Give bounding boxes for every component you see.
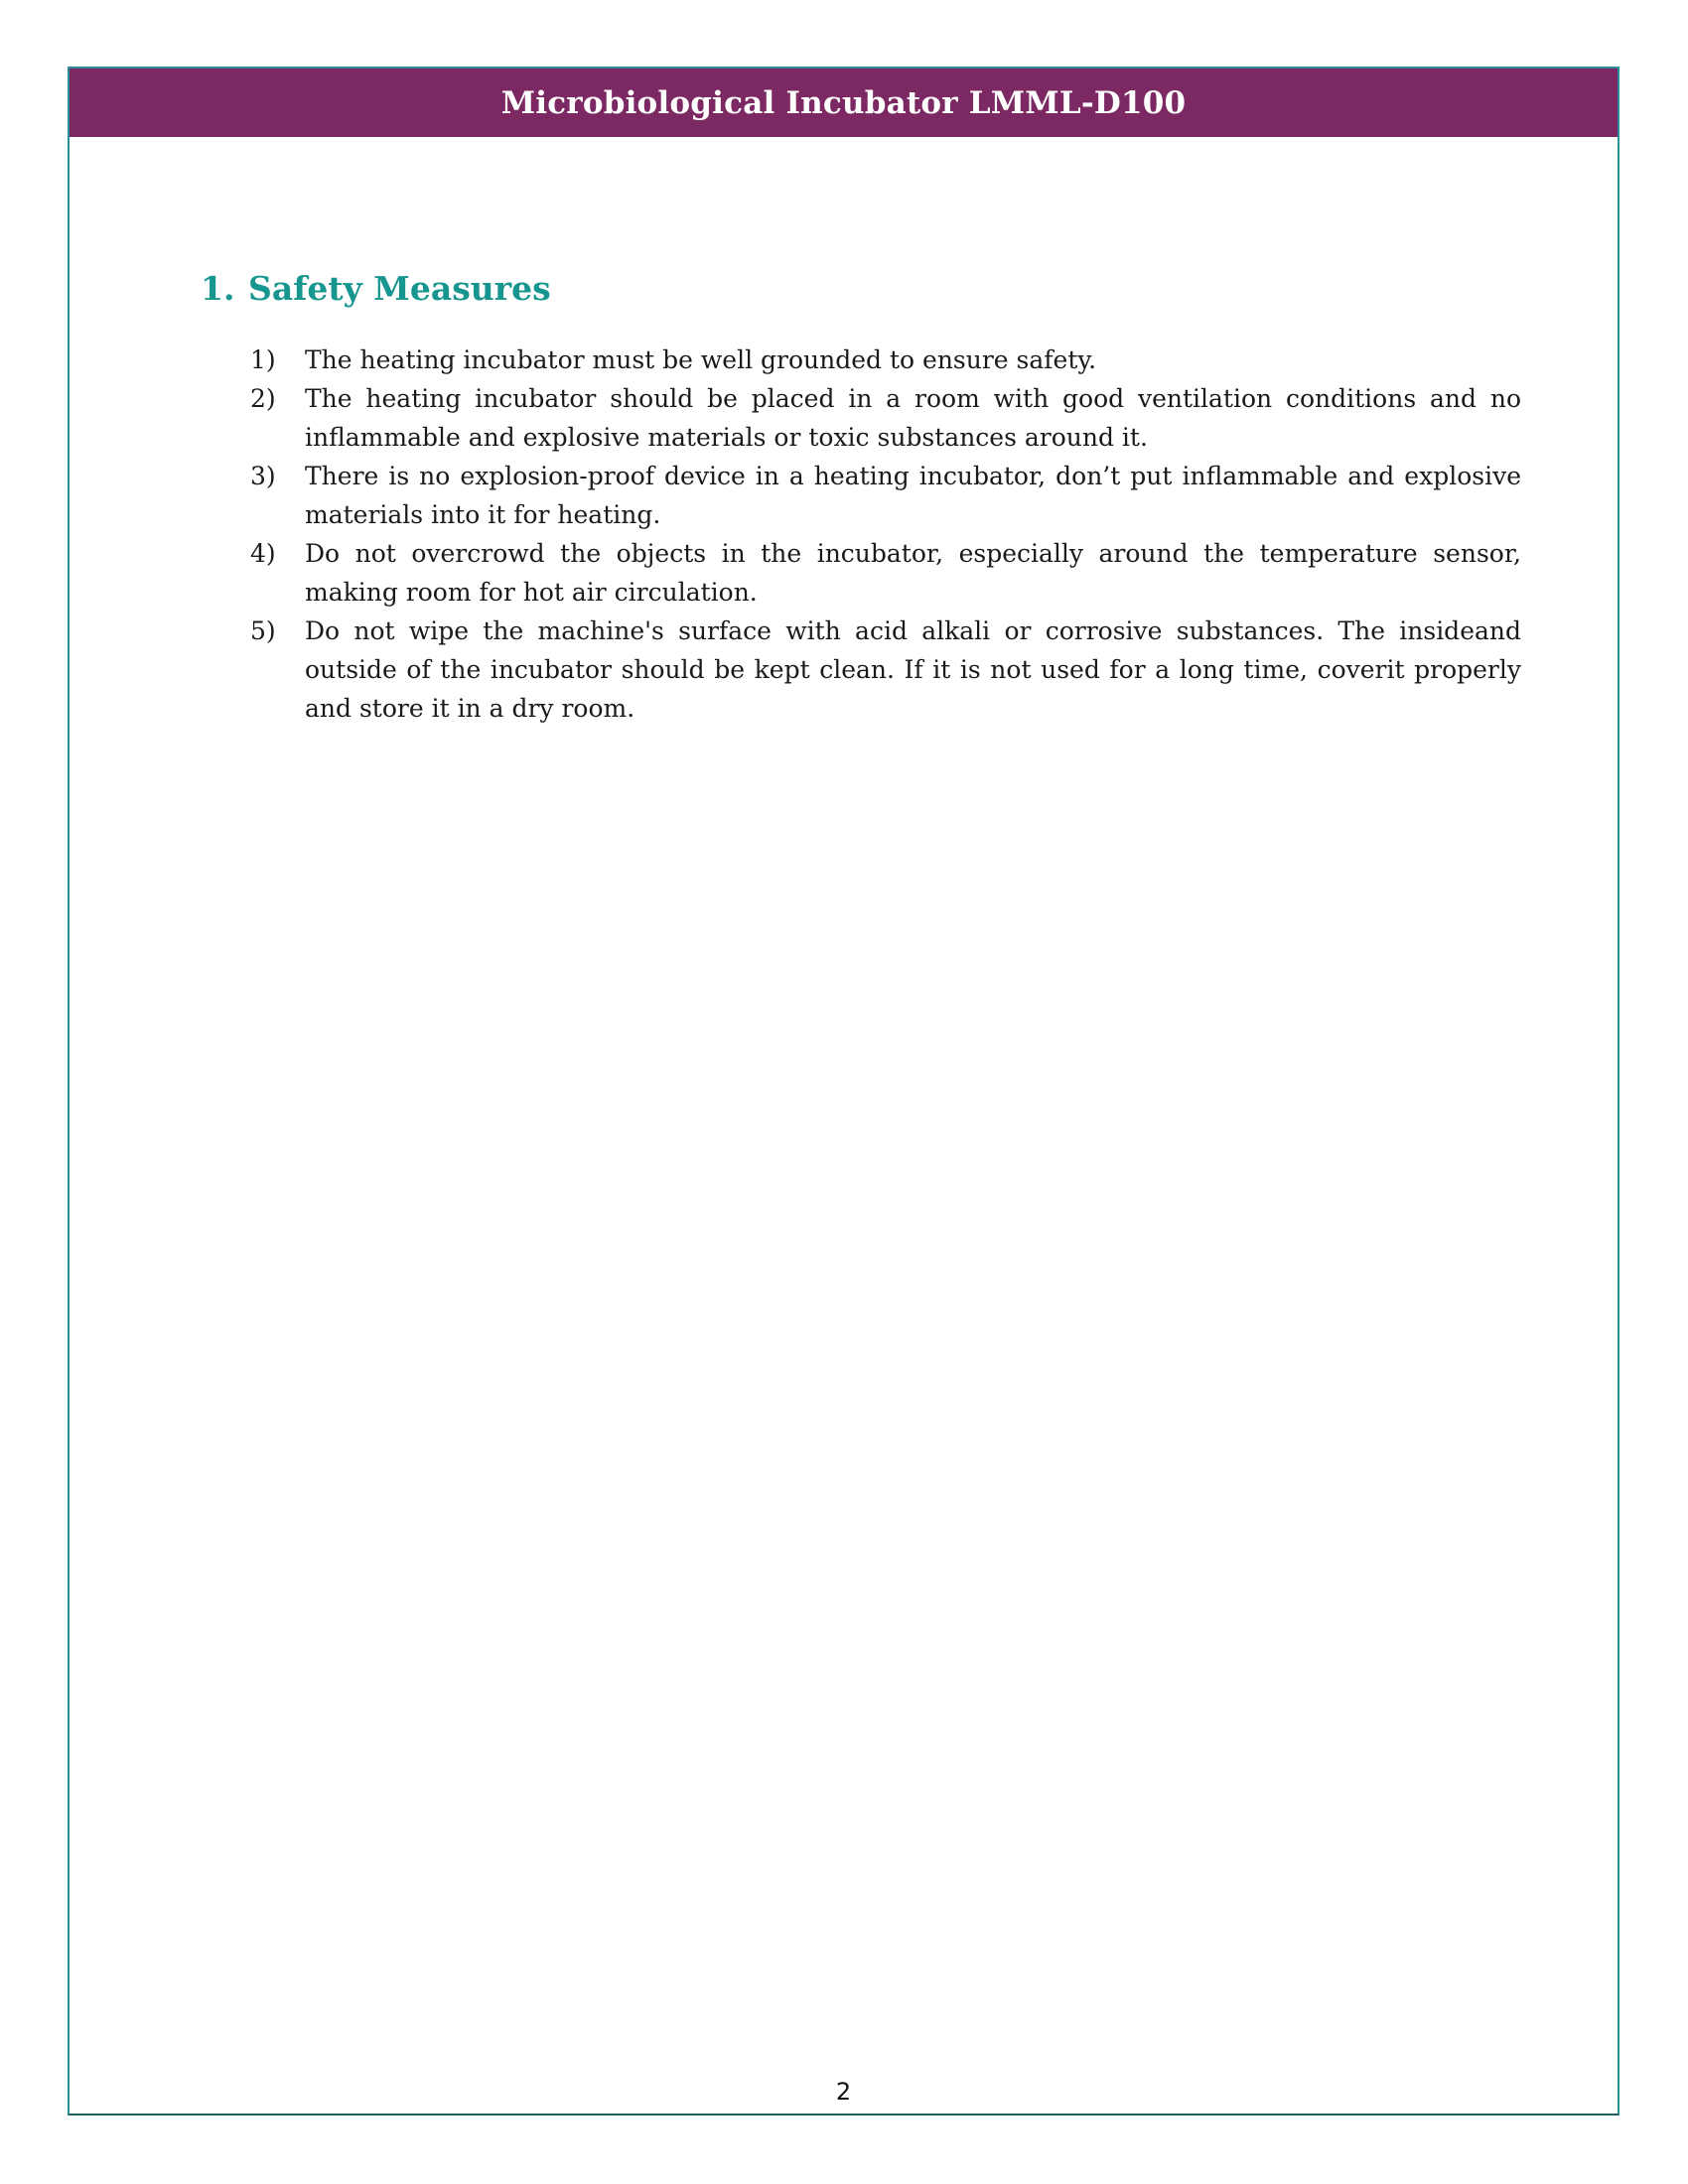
section-title: Safety Measures: [248, 269, 551, 308]
list-item-text: Do not overcrowd the objects in the incubator, especially around the temperature sensor, making room for hot air circulation.: [305, 539, 1521, 607]
list-item: [201, 341, 1521, 379]
safety-list: [201, 341, 1521, 728]
list-item: [201, 379, 1521, 457]
list-item: [201, 534, 1521, 612]
page-number: 2: [835, 2078, 852, 2106]
list-item-marker: 5): [250, 616, 276, 645]
header-bar: [70, 68, 1618, 137]
document-title: Microbiological Incubator LMML-D100: [500, 84, 1187, 121]
page-frame: [68, 67, 1619, 2116]
list-item-text: There is no explosion-proof device in a heating incubator, don’t put inflammable and explosive materials into it for heating.: [305, 462, 1521, 529]
list-item-text: The heating incubator should be placed in a room with good ventilation conditions and no inflammable and explosive materials or toxic substances around it.: [305, 384, 1521, 452]
section-number: 1.: [201, 269, 235, 308]
list-item-text: The heating incubator must be well grounded to ensure safety.: [305, 345, 1097, 374]
safety-section: [201, 267, 1521, 728]
list-item: [201, 457, 1521, 534]
list-item-marker: 1): [250, 345, 276, 374]
list-item-text: Do not wipe the machine's surface with acid alkali or corrosive substances. The insideand outside of the incubator should be kept clean. If it is not used for a long time, coverit properly and store it in a dry room.: [305, 616, 1521, 723]
section-heading: [201, 267, 1521, 311]
list-item-marker: 2): [250, 384, 276, 413]
list-item-marker: 3): [250, 462, 276, 490]
list-item: [201, 612, 1521, 728]
list-item-marker: 4): [250, 539, 276, 568]
